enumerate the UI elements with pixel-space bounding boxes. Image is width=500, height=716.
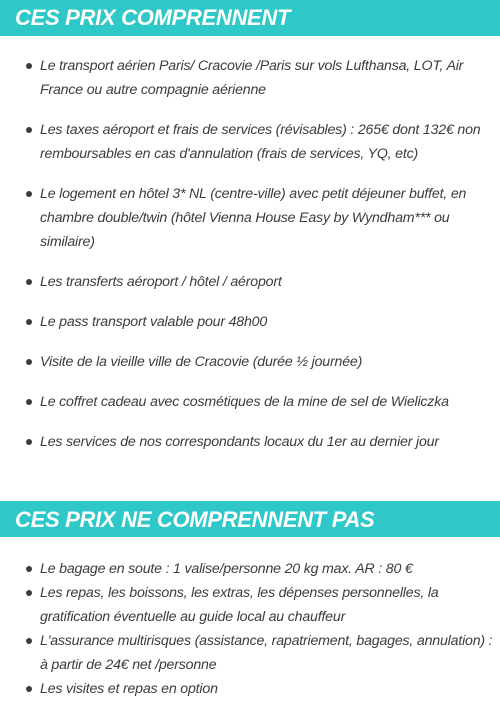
list-item: Les repas, les boissons, les extras, les dépenses personnelles, la gratification éventuelle au guide local au chauffeur: [0, 581, 500, 629]
included-list: [0, 36, 500, 454]
list-item: Le coffret cadeau avec cosmétiques de la mine de sel de Wieliczka: [0, 390, 500, 414]
list-item: Le transport aérien Paris/ Cracovie /Paris sur vols Lufthansa, LOT, Air France ou autre compagnie aérienne: [0, 54, 500, 102]
list-item: Les visites et repas en option: [0, 677, 500, 701]
list-item: L'assurance multirisques (assistance, rapatriement, bagages, annulation) : à partir de 24€ net /personne: [0, 629, 500, 677]
excluded-section-title: CES PRIX NE COMPRENNENT PAS: [0, 501, 500, 537]
list-item: Visite de la vieille ville de Cracovie (durée ½ journée): [0, 350, 500, 374]
excluded-list: [0, 537, 500, 701]
list-item: Les transferts aéroport / hôtel / aéroport: [0, 270, 500, 294]
included-section-title: CES PRIX COMPRENNENT: [0, 0, 500, 36]
list-item: Les taxes aéroport et frais de services (révisables) : 265€ dont 132€ non remboursables en cas d'annulation (frais de services, YQ, etc): [0, 118, 500, 166]
excluded-section: [0, 501, 500, 701]
list-item: Le pass transport valable pour 48h00: [0, 310, 500, 334]
list-item: Le logement en hôtel 3* NL (centre-ville) avec petit déjeuner buffet, en chambre double/twin (hôtel Vienna House Easy by Wyndham*** ou similaire): [0, 182, 500, 254]
list-item: Le bagage en soute : 1 valise/personne 20 kg max. AR : 80 €: [0, 557, 500, 581]
list-item: Les services de nos correspondants locaux du 1er au dernier jour: [0, 430, 500, 454]
